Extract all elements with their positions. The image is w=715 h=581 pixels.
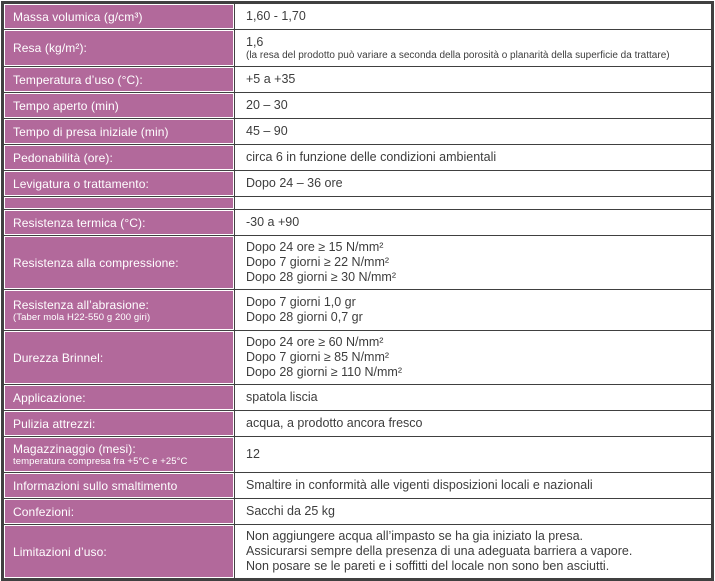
row-value: -30 a +90 [246, 215, 300, 229]
row-label: Tempo aperto (min) [13, 98, 119, 113]
table-row [4, 385, 711, 410]
row-value-cell [235, 93, 711, 118]
row-value: 20 – 30 [246, 98, 288, 112]
row-label-cell [4, 385, 234, 410]
table-row [4, 30, 711, 66]
row-label: Resistenza termica (°C): [13, 215, 146, 230]
row-label-cell [4, 411, 234, 436]
table-row-spacer [4, 197, 711, 209]
row-value-cell [235, 411, 711, 436]
row-value-cell [235, 67, 711, 92]
row-value-cell [235, 197, 711, 209]
row-value-cell [235, 210, 711, 235]
row-value-cell [235, 145, 711, 170]
row-label: Resistenza all’abrasione: [13, 297, 149, 312]
row-value: acqua, a prodotto ancora fresco [246, 416, 423, 430]
row-value: 45 – 90 [246, 124, 288, 138]
table-row [4, 499, 711, 524]
row-label-cell [4, 4, 234, 29]
row-value: Dopo 24 ore ≥ 60 N/mm² [246, 335, 384, 349]
row-value-cell [235, 4, 711, 29]
row-label: Limitazioni d’uso: [13, 544, 107, 559]
row-sublabel: temperatura compresa fra +5°C e +25°C [13, 456, 188, 467]
row-label: Temperatura d’uso (°C): [13, 72, 143, 87]
row-label: Resistenza alla compressione: [13, 255, 179, 270]
row-label: Durezza Brinnel: [13, 350, 104, 365]
row-value: 1,6 [246, 35, 264, 49]
row-label-cell [4, 67, 234, 92]
row-value: Dopo 28 giorni ≥ 110 N/mm² [246, 365, 402, 379]
row-value-cell [235, 385, 711, 410]
row-value-cell [235, 171, 711, 196]
row-value-cell [235, 499, 711, 524]
row-label-cell [4, 499, 234, 524]
row-label: Tempo di presa iniziale (min) [13, 124, 169, 139]
row-value: Dopo 7 giorni 1,0 gr [246, 295, 356, 309]
row-value: spatola liscia [246, 390, 318, 404]
row-value-cell [235, 437, 711, 472]
row-value: Dopo 7 giorni ≥ 85 N/mm² [246, 350, 390, 364]
row-label-cell [4, 210, 234, 235]
table-row [4, 437, 711, 472]
row-label-cell [4, 197, 234, 209]
row-label-cell [4, 145, 234, 170]
row-value: Dopo 24 – 36 ore [246, 176, 343, 190]
row-label: Pedonabilità (ore): [13, 150, 113, 165]
row-label-cell [4, 473, 234, 498]
row-value: +5 a +35 [246, 72, 296, 86]
row-value: Smaltire in conformità alle vigenti disposizioni locali e nazionali [246, 478, 593, 492]
row-label-cell [4, 171, 234, 196]
row-label: Magazzinaggio (mesi): [13, 442, 136, 456]
row-value: 1,60 - 1,70 [246, 9, 306, 23]
row-label: Applicazione: [13, 390, 86, 405]
row-value: Assicurarsi sempre della presenza di una adeguata barriera a vapore. [246, 544, 633, 558]
row-value: Dopo 7 giorni ≥ 22 N/mm² [246, 255, 390, 269]
row-label-cell [4, 30, 234, 66]
row-value: circa 6 in funzione delle condizioni ambientali [246, 150, 497, 164]
table-row [4, 236, 711, 289]
table-row [4, 411, 711, 436]
row-value: Dopo 28 giorni 0,7 gr [246, 310, 363, 324]
row-label-cell [4, 437, 234, 472]
technical-spec-table [1, 1, 714, 581]
table-row [4, 290, 711, 330]
row-value-cell [235, 473, 711, 498]
row-value-note: (la resa del prodotto può variare a seconda della porosità o planarità della superficie da trattare) [246, 50, 670, 61]
row-value: 12 [246, 447, 260, 461]
table-row [4, 4, 711, 29]
row-label: Massa volumica (g/cm³) [13, 9, 143, 24]
table-row [4, 171, 711, 196]
row-label-cell [4, 236, 234, 289]
row-value: Dopo 24 ore ≥ 15 N/mm² [246, 240, 384, 254]
row-label-cell [4, 331, 234, 384]
row-label: Pulizia attrezzi: [13, 416, 96, 431]
table-row [4, 473, 711, 498]
row-value: Non aggiungere acqua all’impasto se ha gia iniziato la presa. [246, 529, 584, 543]
row-value-cell [235, 119, 711, 144]
row-label-cell [4, 290, 234, 330]
row-label-cell [4, 119, 234, 144]
table-row [4, 145, 711, 170]
table-row [4, 67, 711, 92]
row-value-cell [235, 290, 711, 330]
table-row [4, 119, 711, 144]
row-label: Informazioni sullo smaltimento [13, 478, 178, 493]
row-label: Levigatura o trattamento: [13, 176, 149, 191]
table-row [4, 93, 711, 118]
row-value: Non posare se le pareti e i soffitti del locale non sono ben asciutti. [246, 559, 610, 573]
row-label-cell [4, 93, 234, 118]
row-value: Dopo 28 giorni ≥ 30 N/mm² [246, 270, 396, 284]
row-label: Resa (kg/m²): [13, 41, 87, 55]
row-sublabel: (Taber mola H22-550 g 200 giri) [13, 311, 151, 323]
row-label: Confezioni: [13, 504, 75, 519]
row-value-cell [235, 331, 711, 384]
row-value-cell [235, 236, 711, 289]
row-value: Sacchi da 25 kg [246, 504, 335, 518]
row-value-cell [235, 30, 711, 66]
table-row [4, 210, 711, 235]
table-row [4, 331, 711, 384]
